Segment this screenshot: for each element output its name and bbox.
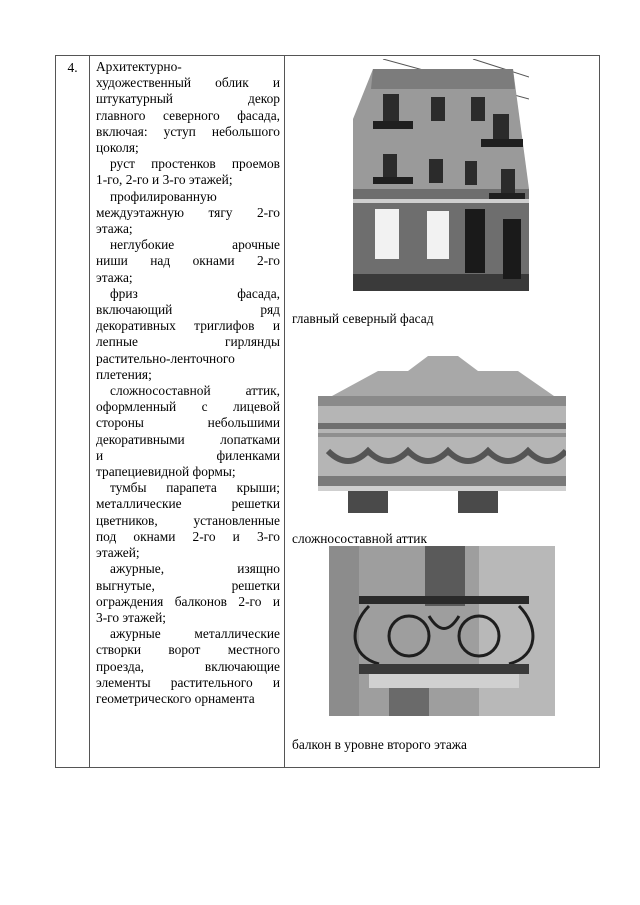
facade-caption: главный северный фасад	[292, 311, 434, 326]
column-divider-2	[284, 56, 285, 767]
description-line: руст простенков проемов	[110, 156, 280, 172]
description-line: растительно-ленточного	[96, 350, 235, 366]
description-line: и филенками	[96, 447, 280, 463]
column-divider-1	[89, 56, 90, 767]
attic-caption: сложносоставной аттик	[292, 531, 427, 546]
description-line: междуэтажную тягу 2-го	[96, 204, 280, 220]
description-line: этажа;	[96, 221, 133, 237]
balcony-photo-graphic	[329, 546, 555, 716]
balcony-photo	[329, 546, 555, 716]
description-line: фриз фасада,	[110, 285, 280, 301]
description-line: цветников, установленные	[96, 512, 280, 528]
facade-photo	[353, 59, 529, 291]
description-line: главного северного фасада,	[96, 107, 280, 123]
description-line: проезда, включающие	[96, 658, 280, 674]
description-line: цоколя;	[96, 140, 139, 156]
description-line: трапециевидной формы;	[96, 464, 236, 480]
description-line: штукатурный декор	[96, 91, 280, 107]
description-line: геометрического орнамента	[96, 690, 255, 706]
description-line: декоративных триглифов и	[96, 318, 280, 334]
description-line: лепные гирлянды	[96, 334, 280, 350]
description-line: тумбы парапета крыши;	[110, 480, 280, 496]
description-line: створки ворот местного	[96, 642, 280, 658]
description-line: этажей;	[96, 545, 140, 561]
description-line: сложносоставной аттик,	[110, 383, 280, 399]
description-line: под окнами 2-го и 3-го	[96, 528, 280, 544]
description-line: профилированную	[110, 188, 217, 204]
description-line: ажурные, изящно	[110, 561, 280, 577]
object-table	[55, 55, 600, 768]
description-line: ажурные металлические	[110, 626, 280, 642]
description-line: декоративными лопатками	[96, 431, 280, 447]
attic-photo-graphic	[318, 351, 566, 513]
description-line: художественный облик и	[96, 75, 280, 91]
attic-photo	[318, 351, 566, 513]
description-line: оформленный с лицевой	[96, 399, 280, 415]
description-line: плетения;	[96, 366, 152, 382]
description-line: металлические решетки	[96, 496, 280, 512]
balcony-caption: балкон в уровне второго этажа	[292, 737, 467, 752]
description-line: Архитектурно-	[96, 59, 182, 74]
description-line: 3-го этажей;	[96, 609, 166, 625]
description-line: включающий ряд	[96, 302, 280, 318]
description-line: ограждения балконов 2-го и	[96, 593, 280, 609]
description-line: элементы растительного и	[96, 674, 280, 690]
description-line: выгнутые, решетки	[96, 577, 280, 593]
row-number: 4.	[67, 60, 78, 75]
description-line: включая: уступ небольшого	[96, 123, 280, 139]
description-line: неглубокие арочные	[110, 237, 280, 253]
description-line: стороны небольшими	[96, 415, 280, 431]
description-line: этажа;	[96, 269, 133, 285]
description-cell	[96, 59, 280, 707]
description-line: 1-го, 2-го и 3-го этажей;	[96, 172, 233, 188]
description-line: ниши над окнами 2-го	[96, 253, 280, 269]
facade-photo-graphic	[353, 59, 529, 291]
